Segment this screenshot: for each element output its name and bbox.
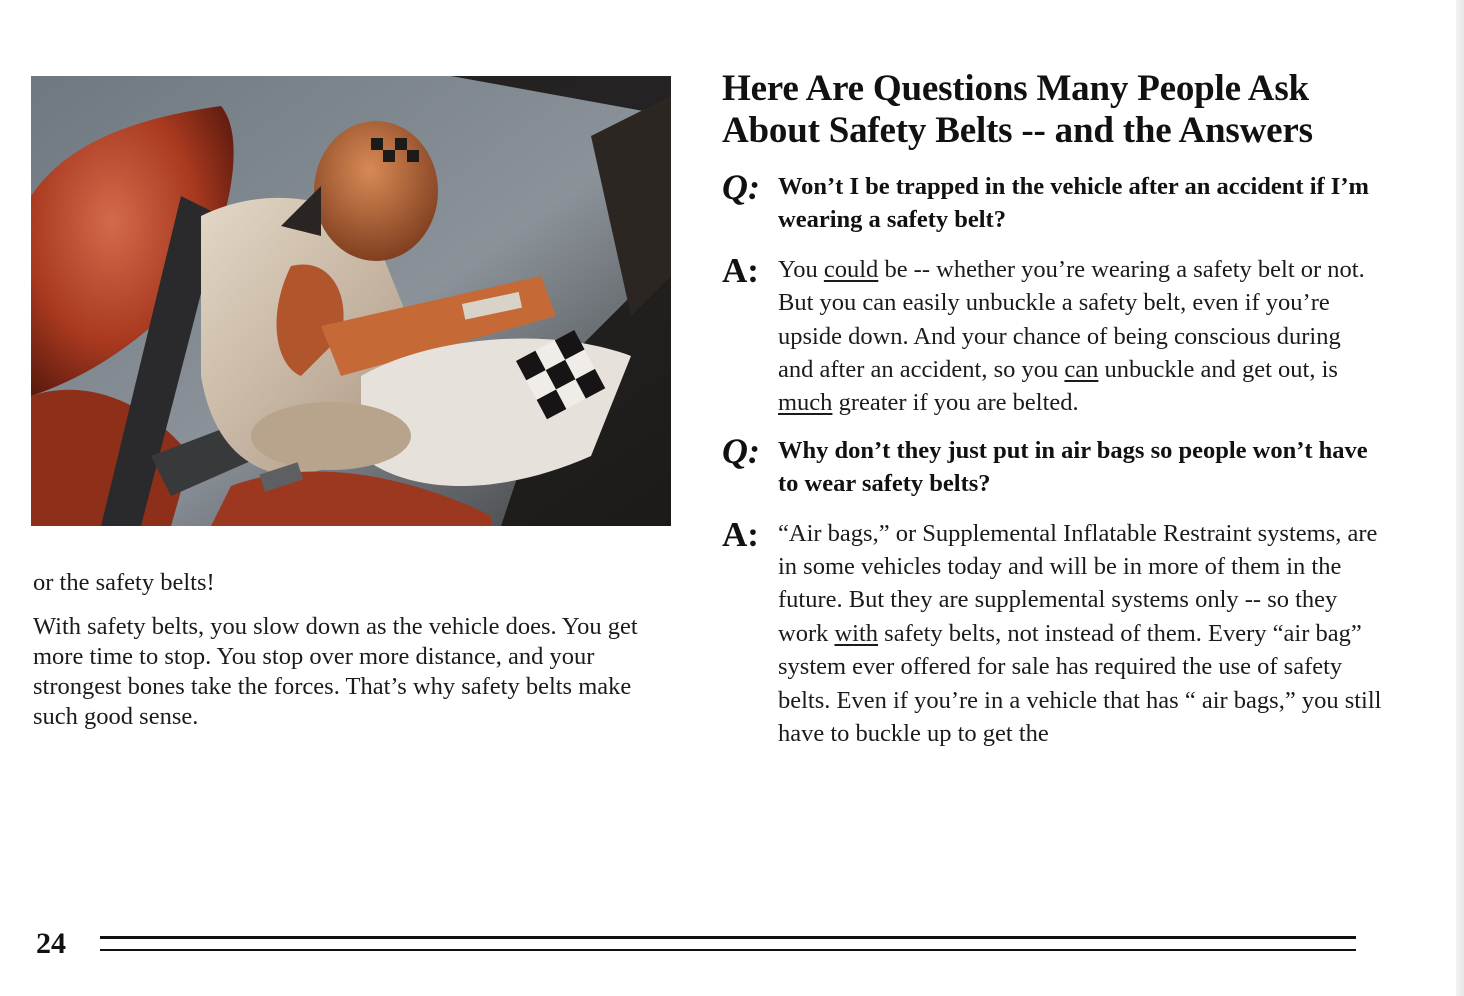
page-edge-shadow [1456,0,1464,996]
left-column [33,568,673,732]
crash-test-photo [31,76,671,526]
answer-text [778,517,1382,751]
answer-2 [722,514,1382,751]
section-heading: Here Are Questions Many People Ask About Safety Belts -- and the Answers [722,68,1313,151]
answer-text-part: greater if you are belted. [832,389,1079,417]
question-text: Why don’t they just put in air bags so people won’t have to wear safety belts? [778,436,1368,498]
question-1 [722,167,1382,237]
lead-sentence: or the safety belts! [33,569,215,596]
answer-text-part: “Air bags,” or Supplemental Inflatable Restraint systems, are in some vehicles today and will be in more of them in the future. But they are supplemental systems only -- so they work [778,519,1378,647]
body-paragraph: With safety belts, you slow down as the vehicle does. You get more time to stop. You stop over more distance, and your strongest bones take the forces. That’s why safety belts make such good sense. [33,613,638,730]
answer-text-part: be -- whether you’re wearing a safety belt or not. But you can easily unbuckle a safety belt, even if you’re upside down. And your chance of being conscious during and after an accident, so you [778,255,1365,384]
question-marker: Q: [722,167,760,207]
page-number: 24 [36,927,66,960]
answer-marker: A: [722,514,759,554]
question-marker: Q: [722,430,760,471]
emphasis-could: could [823,255,879,283]
question-text: Won’t I be trapped in the vehicle after an accident if I’m wearing a safety belt? [778,173,1369,234]
emphasis-much: much [778,389,833,417]
crash-test-illustration [31,76,671,526]
emphasis-can: can [1064,356,1099,384]
answer-text [778,253,1382,420]
footer-rule-bottom [100,949,1356,951]
right-column [722,68,1382,765]
emphasis-with: with [834,619,879,647]
answer-marker: A: [722,250,759,290]
footer-rule-top [100,936,1356,939]
answer-text-part: unbuckle and get out, is [1098,356,1338,384]
answer-text-part: safety belts, not instead of them. Every “air bag” system ever offered for sale has required the use of safety belts. Even if you’re in a vehicle that has “ air bags,” you still have to buckle up to get the [778,619,1382,748]
answer-text-part: You [778,255,824,283]
answer-1 [722,250,1382,420]
question-2 [722,430,1382,501]
